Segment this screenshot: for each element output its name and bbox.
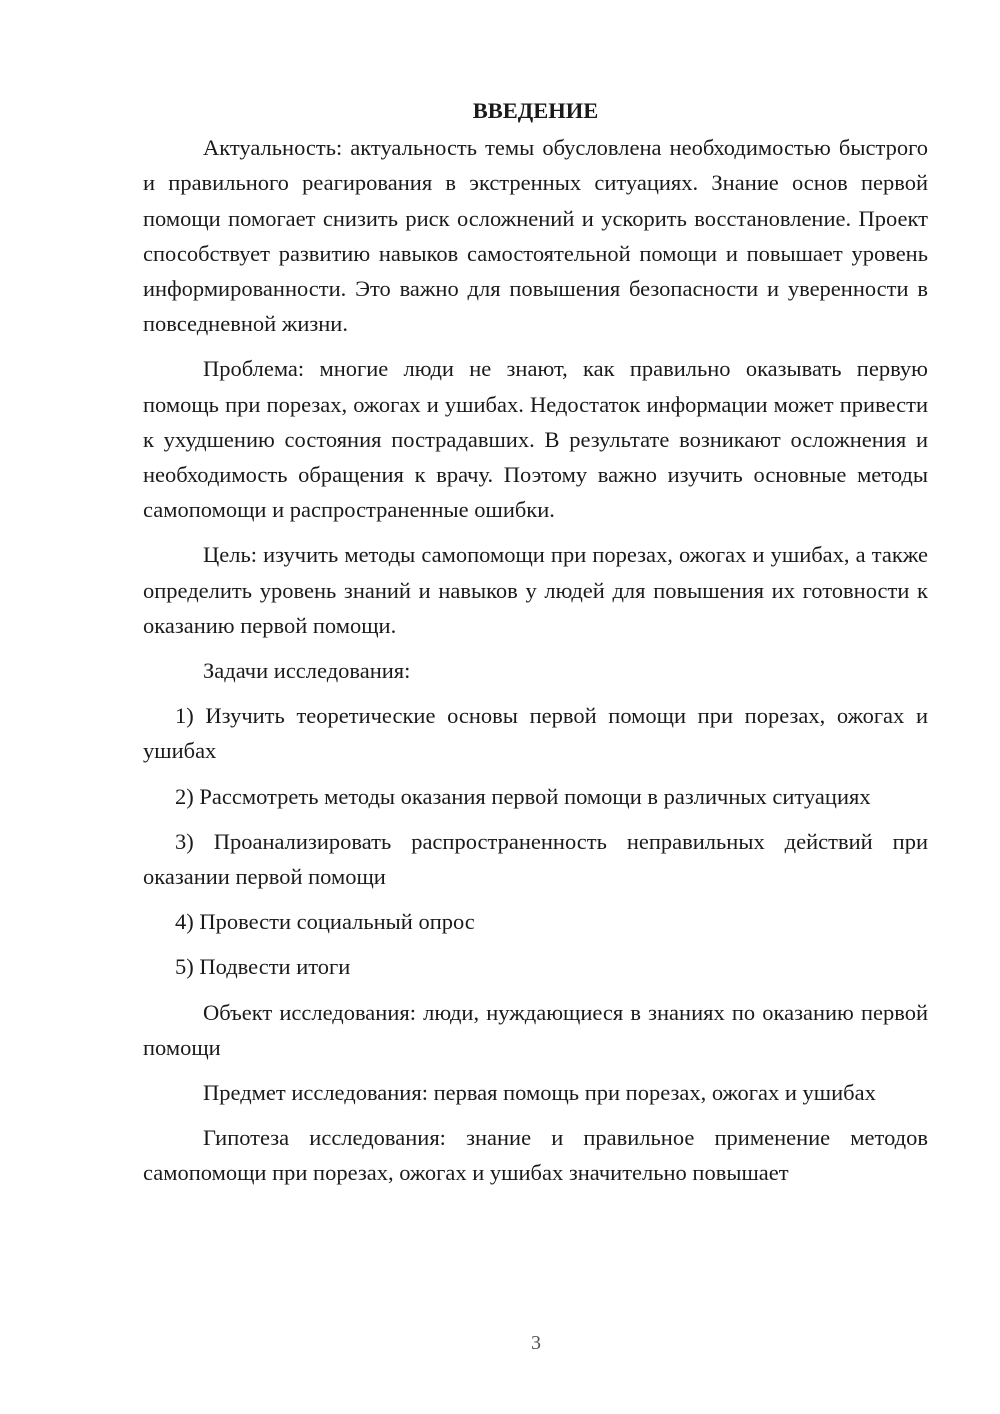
task-item: 3) Проанализировать распространенность неправильных действий при оказании первой помощи bbox=[143, 828, 928, 890]
page-number: 3 bbox=[531, 1332, 541, 1354]
relevance-paragraph: Актуальность: актуальность темы обусловлена необходимостью быстрого и правильного реагирования в экстренных ситуациях. Знание основ первой помощи помогает снизить риск осложнений и ускорить восстановление. Проект способствует развитию навыков самостоятельной помощи и повышает уровень информированности. Это важно для повышения безопасности и уверенности в повседневной жизни. bbox=[143, 135, 928, 337]
section-heading: ВВЕДЕНИЕ bbox=[472, 98, 599, 123]
object-paragraph: Объект исследования: люди, нуждающиеся в знаниях по оказанию первой помощи bbox=[143, 999, 928, 1060]
problem-paragraph: Проблема: многие люди не знают, как правильно оказывать первую помощь при порезах, ожогах и ушибах. Недостаток информации может привести к ухудшению состояния пострадавших. В результате возникают осложнения и необходимость обращения к врачу. Поэтому важно изучить основные методы самопомощи и распространенные ошибки. bbox=[143, 356, 928, 523]
page-content bbox=[143, 93, 928, 1191]
task-item: 5) Подвести итоги bbox=[175, 954, 351, 980]
task-item: 1) Изучить теоретические основы первой помощи при порезах, ожогах и ушибах bbox=[143, 703, 928, 764]
task-item: 2) Рассмотреть методы оказания первой помощи в различных ситуациях bbox=[175, 783, 871, 809]
task-item: 4) Провести социальный опрос bbox=[175, 909, 475, 935]
subject-paragraph: Предмет исследования: первая помощь при порезах, ожогах и ушибах bbox=[203, 1080, 876, 1106]
hypothesis-paragraph: Гипотеза исследования: знание и правильное применение методов самопомощи при порезах, ожогах и ушибах значительно повышает bbox=[143, 1125, 928, 1186]
goal-paragraph: Цель: изучить методы самопомощи при порезах, ожогах и ушибах, а также определить уровень знаний и навыков у людей для повышения их готовности к оказанию первой помощи. bbox=[143, 542, 928, 638]
tasks-heading: Задачи исследования: bbox=[203, 658, 411, 684]
